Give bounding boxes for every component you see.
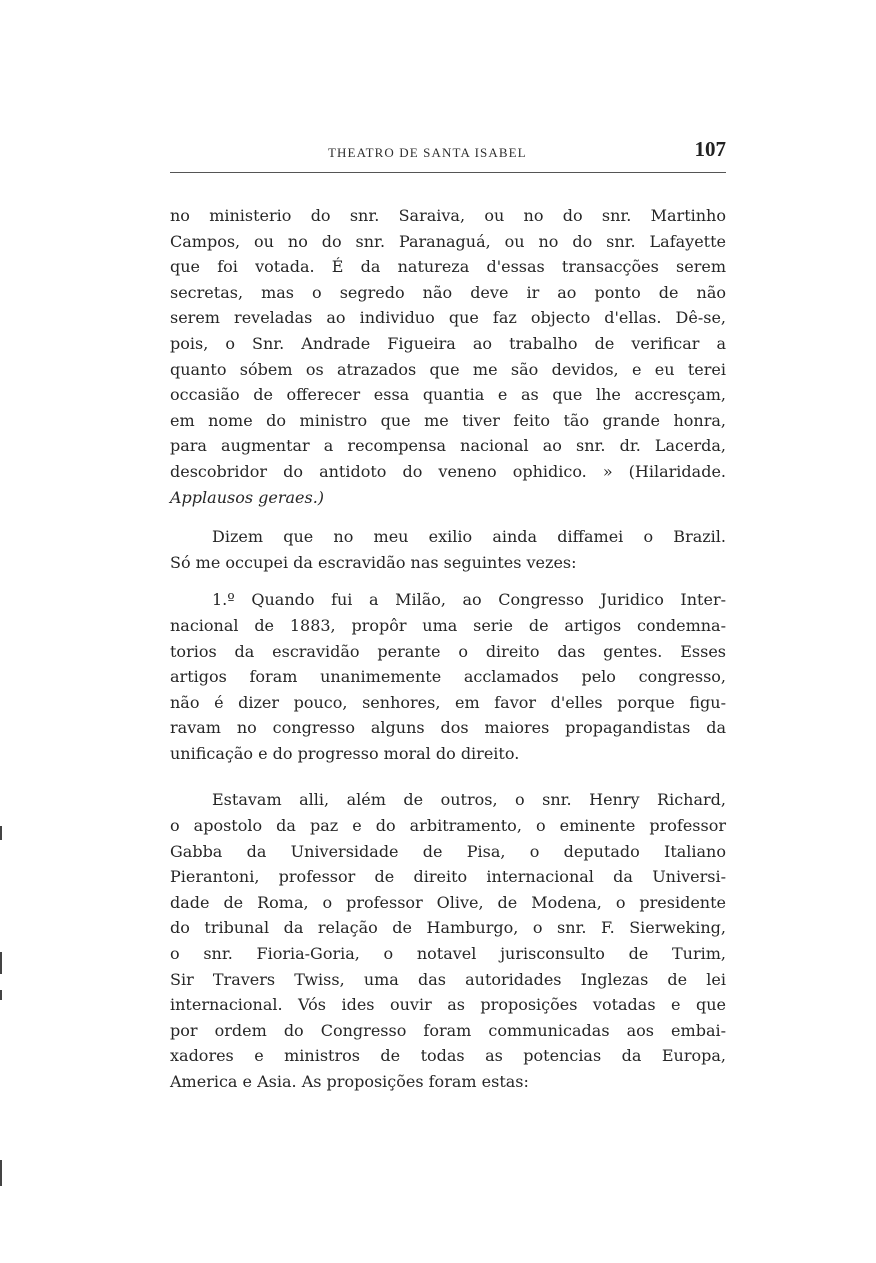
- text-line: occasião de offerecer essa quantia e as que lhe accresçam,: [170, 385, 726, 405]
- paragraph-continuation: [170, 203, 726, 510]
- scan-edge-mark: [0, 990, 2, 1000]
- header-rule: [170, 172, 726, 173]
- text-line: internacional. Vós ides ouvir as proposições votadas e que: [170, 995, 726, 1015]
- text-line: do tribunal da relação de Hamburgo, o snr. F. Sierweking,: [170, 918, 726, 938]
- running-header: [170, 137, 726, 167]
- text-line: dade de Roma, o professor Olive, de Modena, o presidente: [170, 892, 726, 912]
- text-line: xadores e ministros de todas as potencias da Europa,: [170, 1046, 726, 1066]
- paragraph: [170, 587, 726, 766]
- scan-edge-mark: [0, 952, 2, 974]
- text-line: ravam no congresso alguns dos maiores propagandistas da: [170, 718, 726, 738]
- stage-direction: Applausos geraes.): [170, 487, 325, 507]
- text-line: que foi votada. É da natureza d'essas transacções serem: [170, 257, 726, 277]
- text-line: quanto sóbem os atrazados que me são devidos, e eu terei: [170, 359, 726, 379]
- paragraph: [170, 524, 726, 575]
- text-line: serem reveladas ao individuo que faz objecto d'ellas. Dê-se,: [170, 308, 726, 328]
- text-line: Gabba da Universidade de Pisa, o deputado Italiano: [170, 841, 726, 861]
- text-line: 1.º Quando fui a Milão, ao Congresso Juridico Inter-: [212, 590, 726, 610]
- running-title: THEATRO DE SANTA ISABEL: [328, 145, 527, 160]
- text-line: Dizem que no meu exilio ainda diffamei o Brazil.: [212, 527, 726, 547]
- text-line: Sir Travers Twiss, uma das autoridades Inglezas de lei: [170, 969, 726, 989]
- scan-edge-mark: [0, 1160, 2, 1186]
- text-line: por ordem do Congresso foram communicadas aos embai-: [170, 1020, 726, 1040]
- text-line: unificação e do progresso moral do direito.: [170, 743, 520, 763]
- text-line: descobridor do antidoto do veneno ophidico. » (Hilaridade.: [170, 461, 726, 481]
- text-line: não é dizer pouco, senhores, em favor d'elles porque figu-: [170, 692, 726, 712]
- text-line: para augmentar a recompensa nacional ao snr. dr. Lacerda,: [170, 436, 726, 456]
- text-line: em nome do ministro que me tiver feito tão grande honra,: [170, 410, 726, 430]
- scan-edge-mark: [0, 826, 2, 840]
- page-body: [170, 203, 726, 1095]
- text-line: secretas, mas o segredo não deve ir ao ponto de não: [170, 282, 726, 302]
- text-line: America e Asia. As proposições foram estas:: [170, 1072, 529, 1091]
- text-line: no ministerio do snr. Saraiva, ou no do snr. Martinho: [170, 206, 726, 225]
- page-number: 107: [694, 137, 726, 161]
- text-line-italic: [170, 485, 726, 511]
- text-line: o snr. Fioria-Goria, o notavel jurisconsulto de Turim,: [170, 944, 726, 964]
- text-line: Pierantoni, professor de direito internacional da Universi-: [170, 867, 726, 887]
- paragraph: [170, 787, 726, 1094]
- text-line: Campos, ou no do snr. Paranaguá, ou no do snr. Lafayette: [170, 231, 726, 251]
- text-line: pois, o Snr. Andrade Figueira ao trabalho de verificar a: [170, 333, 726, 353]
- text-line: o apostolo da paz e do arbitramento, o eminente professor: [170, 816, 726, 836]
- text-line: artigos foram unanimemente acclamados pelo congresso,: [170, 667, 726, 687]
- text-line: nacional de 1883, propôr uma serie de artigos condemna-: [170, 615, 726, 635]
- text-line: Só me occupei da escravidão nas seguintes vezes:: [170, 552, 577, 572]
- text-line: torios da escravidão perante o direito das gentes. Esses: [170, 641, 726, 661]
- text-line: Estavam alli, além de outros, o snr. Henry Richard,: [212, 790, 726, 810]
